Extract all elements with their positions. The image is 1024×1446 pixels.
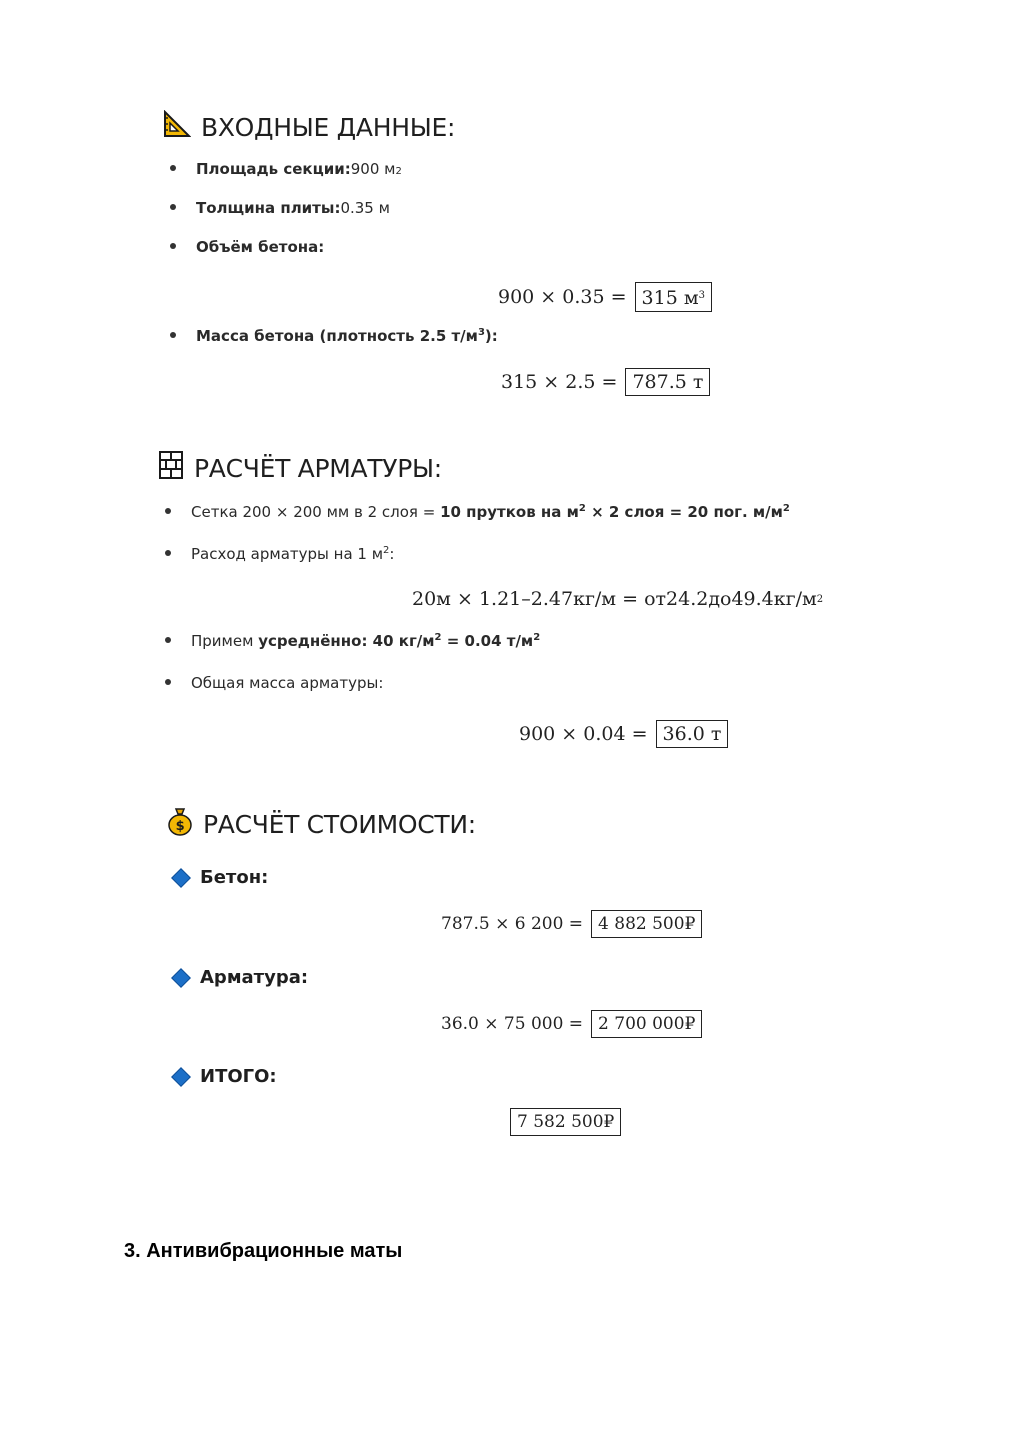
list-item-consumption	[165, 545, 394, 563]
list-item-thickness	[170, 199, 390, 217]
rebar-cost-formula	[441, 1010, 702, 1038]
total-cost-formula	[502, 1108, 621, 1136]
total-rebar-label: Общая масса арматуры:	[191, 674, 384, 692]
concrete-expression: 787.5 × 6 200 =	[441, 914, 584, 934]
rebar-cost-result-box: 2 700 000₽	[591, 1010, 702, 1038]
total-rebar-result-box: 36.0 т	[656, 720, 729, 748]
mesh-text: Сетка 200 × 200 мм в 2 слоя = 10 прутков на $м^2 \times 2$ слоя = 20 пог. $м/м^2$	[191, 503, 790, 521]
total-cost-subheading	[170, 1066, 277, 1087]
triangular-ruler-icon	[163, 110, 191, 144]
brick-icon	[158, 450, 184, 486]
section-input-heading	[163, 110, 455, 144]
list-item-total-rebar	[165, 674, 383, 692]
volume-expression: 900 × 0.35 =	[498, 286, 627, 308]
list-item-average	[165, 632, 540, 650]
concrete-result-box: 4 882 500₽	[591, 910, 702, 938]
mass-formula	[501, 368, 710, 396]
total-rebar-formula	[519, 720, 728, 748]
diamond-bullet-icon	[171, 1067, 191, 1087]
volume-result-box: 315 $м^3$	[635, 282, 712, 312]
area-label: Площадь секции:	[196, 160, 351, 178]
section-cost-heading	[167, 806, 476, 842]
consumption-expression: 20м × 1.21–2.47кг/м = от24.2до49.4кг/м	[412, 588, 817, 610]
money-bag-icon	[167, 806, 193, 842]
thickness-value: 0.35 м	[340, 199, 390, 217]
thickness-label: Толщина плиты:	[196, 199, 341, 217]
svg-text:$: $	[175, 819, 185, 834]
list-item-area: Площадь секции: 900 м 2	[170, 160, 402, 178]
consumption-formula: 20м × 1.21–2.47кг/м = от24.2до49.4кг/м 2	[412, 588, 824, 610]
total-rebar-expression: 900 × 0.04 =	[519, 723, 648, 745]
area-value: 900 м	[350, 160, 396, 178]
diamond-bullet-icon	[171, 868, 191, 888]
rebar-cost-expression: 36.0 × 75 000 =	[441, 1014, 584, 1034]
rebar-cost-label: Арматура:	[200, 967, 309, 988]
average-text: Примем усреднённо: 40 $кг/м^2 = 0.04$ $т/м^2$	[191, 632, 541, 650]
volume-label: Объём бетона:	[196, 238, 325, 256]
next-section-heading: 3. Антивибрационные маты	[124, 1240, 403, 1262]
section-rebar-title: РАСЧЁТ АРМАТУРЫ:	[194, 453, 442, 483]
total-cost-label: ИТОГО:	[200, 1066, 277, 1087]
rebar-cost-subheading	[170, 967, 308, 988]
mass-label: Масса бетона (плотность 2.5 $т/м^3$):	[196, 327, 498, 345]
mass-result-box: 787.5 т	[625, 368, 710, 396]
concrete-label: Бетон:	[200, 867, 269, 888]
diamond-bullet-icon	[171, 968, 191, 988]
concrete-subheading	[170, 867, 268, 888]
section-input-title: ВХОДНЫЕ ДАННЫЕ:	[201, 112, 456, 142]
section-rebar-heading	[158, 450, 442, 486]
volume-formula	[498, 282, 712, 312]
mass-expression: 315 × 2.5 =	[501, 371, 618, 393]
list-item-mesh	[165, 503, 790, 521]
list-item-volume	[170, 238, 324, 256]
consumption-label: Расход арматуры на 1 $м^2$:	[191, 545, 395, 563]
concrete-formula	[441, 910, 702, 938]
list-item-mass	[170, 327, 498, 345]
section-cost-title: РАСЧЁТ СТОИМОСТИ:	[203, 809, 476, 839]
total-cost-result-box: 7 582 500₽	[510, 1108, 621, 1136]
